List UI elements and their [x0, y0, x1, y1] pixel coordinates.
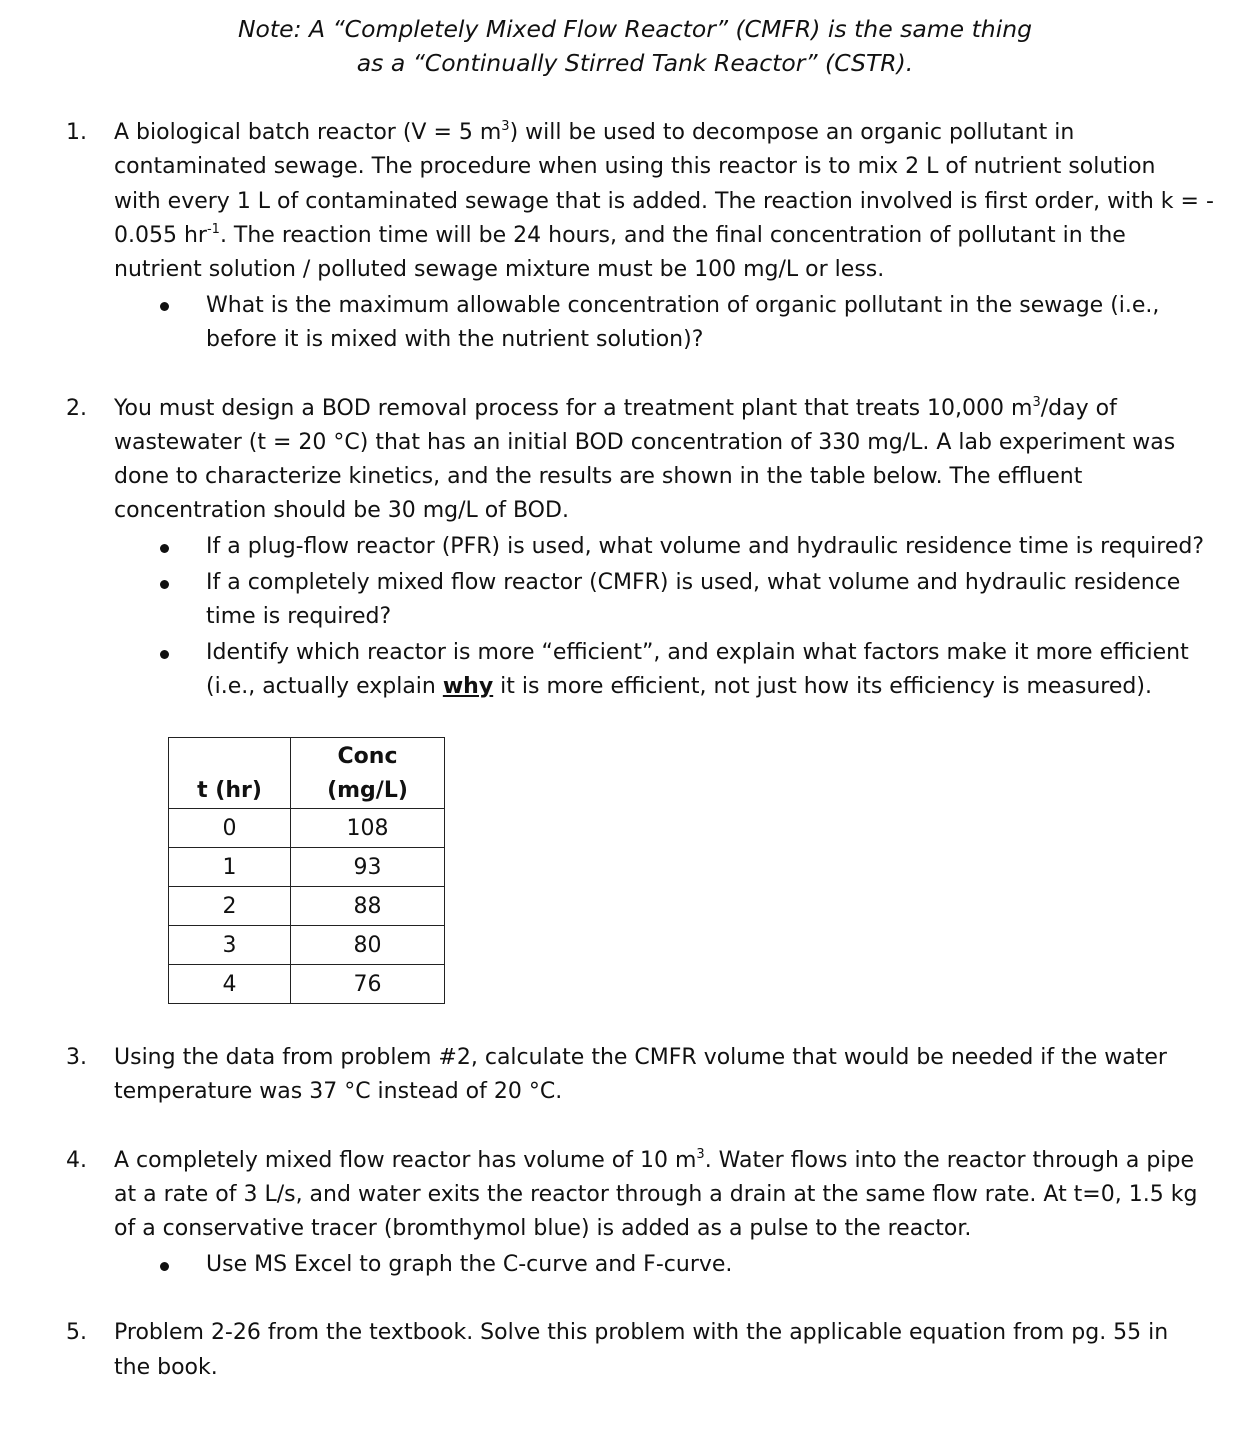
column-header-time: t (hr): [169, 738, 291, 809]
note: [0, 12, 1257, 80]
question-number: 3.: [66, 1045, 87, 1070]
note-line-1: Note: A “Completely Mixed Flow Reactor” (CMFR) is the same thing: [237, 15, 1033, 43]
cell-time: 0: [169, 809, 291, 848]
cell-time: 4: [169, 965, 291, 1004]
table-row: [169, 809, 445, 848]
q2-bullet-3-line-1: Identify which reactor is more “efficient”, and explain what factors make it more efficient: [206, 640, 1189, 665]
bullet-icon: [160, 580, 169, 589]
cell-time: 2: [169, 887, 291, 926]
cell-conc: 108: [291, 809, 445, 848]
q4-bullet-1: Use MS Excel to graph the C-curve and F-curve.: [206, 1252, 733, 1277]
cell-time: 3: [169, 926, 291, 965]
table-row: [169, 965, 445, 1004]
column-header-conc: Conc (mg/L): [291, 738, 445, 809]
q1-bullet-line-2: before it is mixed with the nutrient solution)?: [206, 327, 704, 352]
q3-line-2: temperature was 37 °C instead of 20 °C.: [114, 1079, 563, 1104]
table-row: [169, 887, 445, 926]
q1-line-2: contaminated sewage. The procedure when using this reactor is to mix 2 L of nutrient solution: [114, 154, 1156, 179]
note-line-2: as a “Continually Stirred Tank Reactor” (CSTR).: [356, 49, 914, 77]
emphasis-why: why: [442, 674, 494, 699]
q5-line-1: Problem 2-26 from the textbook. Solve this problem with the applicable equation from pg. 55 in: [114, 1320, 1169, 1345]
bullet-icon: [160, 302, 169, 311]
table-row: [169, 926, 445, 965]
q2-line-4: concentration should be 30 mg/L of BOD.: [114, 498, 569, 523]
cell-conc: 93: [291, 848, 445, 887]
table-row: [169, 848, 445, 887]
kinetics-table: [168, 737, 445, 1004]
bullet-icon: [160, 1262, 169, 1271]
q1-bullet-line-1: What is the maximum allowable concentration of organic pollutant in the sewage (i.e.,: [206, 293, 1160, 318]
q2-bullet-1: If a plug-flow reactor (PFR) is used, what volume and hydraulic residence time is required?: [206, 534, 1205, 559]
q4-line-3: of a conservative tracer (bromthymol blue) is added as a pulse to the reactor.: [114, 1216, 972, 1241]
q4-line-1: A completely mixed flow reactor has volume of 10 $m^3$. Water flows into the reactor through a pipe: [114, 1147, 1194, 1173]
table-header-row: [169, 738, 445, 809]
q2-line-1: You must design a BOD removal process for a treatment plant that treats 10,000 $m^3$/day of: [114, 395, 1117, 421]
question-number: 1.: [66, 120, 87, 145]
cell-conc: 76: [291, 965, 445, 1004]
cell-conc: 88: [291, 887, 445, 926]
question-number: 2.: [66, 396, 87, 421]
q1-line-1: A biological batch reactor (V = 5 $m^3$) will be used to decompose an organic pollutant in: [114, 119, 1075, 145]
q2-bullet-2-line-1: If a completely mixed flow reactor (CMFR) is used, what volume and hydraulic residence: [206, 570, 1181, 595]
q2-line-3: done to characterize kinetics, and the results are shown in the table below. The effluent: [114, 464, 1083, 489]
q2-bullet-2-line-2: time is required?: [206, 604, 392, 629]
q1-line-4: 0.055 $hr^{-1}$. The reaction time will be 24 hours, and the final concentration of pollutant in the: [114, 222, 1126, 248]
q1-line-5: nutrient solution / polluted sewage mixture must be 100 mg/L or less.: [114, 257, 885, 282]
q2-bullet-3-line-2: (i.e., actually explain why it is more efficient, not just how its efficiency is measured).: [206, 674, 1152, 699]
q4-line-2: at a rate of 3 L/s, and water exits the reactor through a drain at the same flow rate. At t=0, 1.5 kg: [114, 1182, 1198, 1207]
q3-line-1: Using the data from problem #2, calculate the CMFR volume that would be needed if the water: [114, 1045, 1167, 1070]
bullet-icon: [160, 650, 169, 659]
question-number: 5.: [66, 1320, 87, 1345]
cell-time: 1: [169, 848, 291, 887]
cell-conc: 80: [291, 926, 445, 965]
question-number: 4.: [66, 1148, 87, 1173]
bullet-icon: [160, 544, 169, 553]
q5-line-2: the book.: [114, 1355, 218, 1380]
q1-line-3: with every 1 L of contaminated sewage that is added. The reaction involved is first order, with k = -: [114, 189, 1214, 214]
q2-line-2: wastewater (t = 20 °C) that has an initial BOD concentration of 330 mg/L. A lab experiment was: [114, 430, 1176, 455]
